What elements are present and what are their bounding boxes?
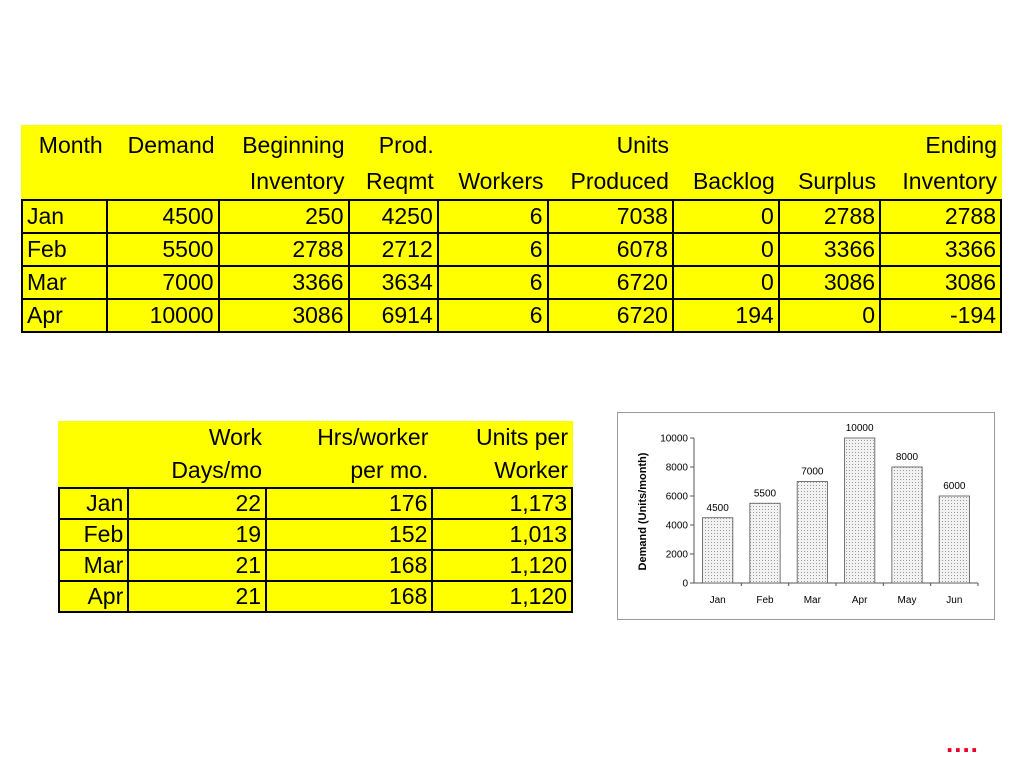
row-label: Mar <box>22 266 107 299</box>
x-tick-label: Jun <box>946 595 963 606</box>
table-cell: 3086 <box>219 299 349 332</box>
table-cell: 2788 <box>779 200 880 233</box>
table-cell: 152 <box>266 519 432 550</box>
plan-header2-col-8: Inventory <box>902 168 997 194</box>
table-cell: 2788 <box>219 233 349 266</box>
y-tick-label: 0 <box>682 578 688 590</box>
plan-header2-col-4: Workers <box>458 168 544 194</box>
table-cell: 21 <box>128 581 266 612</box>
x-tick-label: Jan <box>709 595 726 606</box>
table-cell: 5500 <box>107 233 219 266</box>
plan-header1-col-1: Demand <box>127 132 215 158</box>
table-cell: 6 <box>438 233 548 266</box>
table-row <box>59 488 572 519</box>
plan-header1-col-4 <box>438 125 548 163</box>
table-cell: 1,120 <box>432 581 572 612</box>
table-cell: 21 <box>128 550 266 581</box>
plan-header2-col-6: Backlog <box>692 168 775 194</box>
y-tick-label: 6000 <box>665 491 688 503</box>
table-cell: 3086 <box>880 266 1001 299</box>
table-cell: 6 <box>438 266 548 299</box>
bar-jun <box>939 496 969 583</box>
table-row <box>59 519 572 550</box>
plan-header1-col-5: Units <box>616 132 669 158</box>
data-label: 5500 <box>753 488 777 500</box>
x-tick-label: Apr <box>851 595 868 606</box>
y-axis-title: Demand (Units/month) <box>637 452 649 571</box>
work-days-table <box>58 421 573 613</box>
table-row <box>59 550 572 581</box>
plan-header2-col-2: Inventory <box>249 168 345 194</box>
table-row <box>22 233 1001 266</box>
table-cell: 7000 <box>107 266 219 299</box>
plan-header1-col-8: Ending <box>925 132 997 158</box>
plan-header1-col-6 <box>673 125 779 163</box>
days-header1-col-3: Units per <box>475 424 568 450</box>
bar-jan <box>703 518 733 583</box>
table-cell: 22 <box>128 488 266 519</box>
plan-header2-col-3: Reqmt <box>366 168 434 194</box>
row-label: Jan <box>59 488 128 519</box>
data-label: 7000 <box>801 466 824 478</box>
table-cell: 168 <box>266 581 432 612</box>
plan-header2-col-0 <box>22 163 107 200</box>
table-cell: 4500 <box>107 200 219 233</box>
table-row <box>22 200 1001 233</box>
demand-chart-svg <box>618 413 994 619</box>
table-row <box>22 266 1001 299</box>
table-cell: 1,013 <box>432 519 572 550</box>
table-cell: 3086 <box>779 266 880 299</box>
table-cell: 7038 <box>548 200 673 233</box>
table-cell: -194 <box>880 299 1001 332</box>
x-tick-label: Feb <box>756 595 774 606</box>
table-cell: 6720 <box>548 266 673 299</box>
demand-chart <box>617 412 995 620</box>
table-cell: 1,173 <box>432 488 572 519</box>
plan-header1-col-7 <box>779 125 880 163</box>
table-cell: 250 <box>219 200 349 233</box>
table-row <box>59 581 572 612</box>
x-tick-label: May <box>897 595 917 606</box>
plan-header2-col-1 <box>107 163 219 200</box>
days-header1-col-0 <box>59 421 128 454</box>
table-cell: 6 <box>438 299 548 332</box>
days-header2-col-1: Days/mo <box>171 457 263 483</box>
table-cell: 194 <box>673 299 779 332</box>
bar-apr <box>845 438 875 583</box>
plan-header1-col-3: Prod. <box>378 132 434 158</box>
days-header1-col-1: Work <box>208 424 263 450</box>
plan-header2-col-7: Surplus <box>798 168 877 194</box>
table-cell: 3366 <box>219 266 349 299</box>
row-label: Mar <box>59 550 128 581</box>
table-cell: 6 <box>438 200 548 233</box>
days-header2-col-0 <box>59 454 128 488</box>
plan-header1-col-2: Beginning <box>242 132 345 158</box>
data-label: 6000 <box>943 481 966 492</box>
bar-may <box>892 467 922 583</box>
x-tick-label: Mar <box>803 595 821 606</box>
more-indicator: .... <box>946 728 979 758</box>
table-cell: 10000 <box>107 299 219 332</box>
y-tick-label: 4000 <box>665 520 688 532</box>
table-cell: 6914 <box>349 299 438 332</box>
row-label: Apr <box>22 299 107 332</box>
row-label: Jan <box>22 200 107 233</box>
days-header2-col-2: per mo. <box>350 457 429 483</box>
table-cell: 3366 <box>779 233 880 266</box>
row-label: Feb <box>22 233 107 266</box>
bar-feb <box>750 503 780 583</box>
table-cell: 6078 <box>548 233 673 266</box>
bar-mar <box>797 482 827 584</box>
table-cell: 0 <box>673 200 779 233</box>
days-header2-col-3: Worker <box>494 457 568 483</box>
plan-header2-col-5: Produced <box>570 168 669 194</box>
data-label: 4500 <box>706 502 729 514</box>
table-cell: 0 <box>673 233 779 266</box>
table-cell: 0 <box>779 299 880 332</box>
data-label: 10000 <box>845 423 874 434</box>
table-row <box>22 299 1001 332</box>
y-tick-label: 10000 <box>660 433 688 445</box>
table-cell: 168 <box>266 550 432 581</box>
y-tick-label: 8000 <box>665 462 688 474</box>
table-cell: 176 <box>266 488 432 519</box>
table-cell: 2712 <box>349 233 438 266</box>
table-cell: 4250 <box>349 200 438 233</box>
table-cell: 6720 <box>548 299 673 332</box>
y-tick-label: 2000 <box>665 549 688 561</box>
days-header1-col-2: Hrs/worker <box>317 424 429 450</box>
production-plan-table <box>21 125 1002 333</box>
row-label: Feb <box>59 519 128 550</box>
table-cell: 3366 <box>880 233 1001 266</box>
table-cell: 0 <box>673 266 779 299</box>
data-label: 8000 <box>895 452 919 463</box>
plan-header1-col-0: Month <box>38 132 103 158</box>
table-cell: 1,120 <box>432 550 572 581</box>
row-label: Apr <box>59 581 128 612</box>
table-cell: 3634 <box>349 266 438 299</box>
table-cell: 2788 <box>880 200 1001 233</box>
table-cell: 19 <box>128 519 266 550</box>
